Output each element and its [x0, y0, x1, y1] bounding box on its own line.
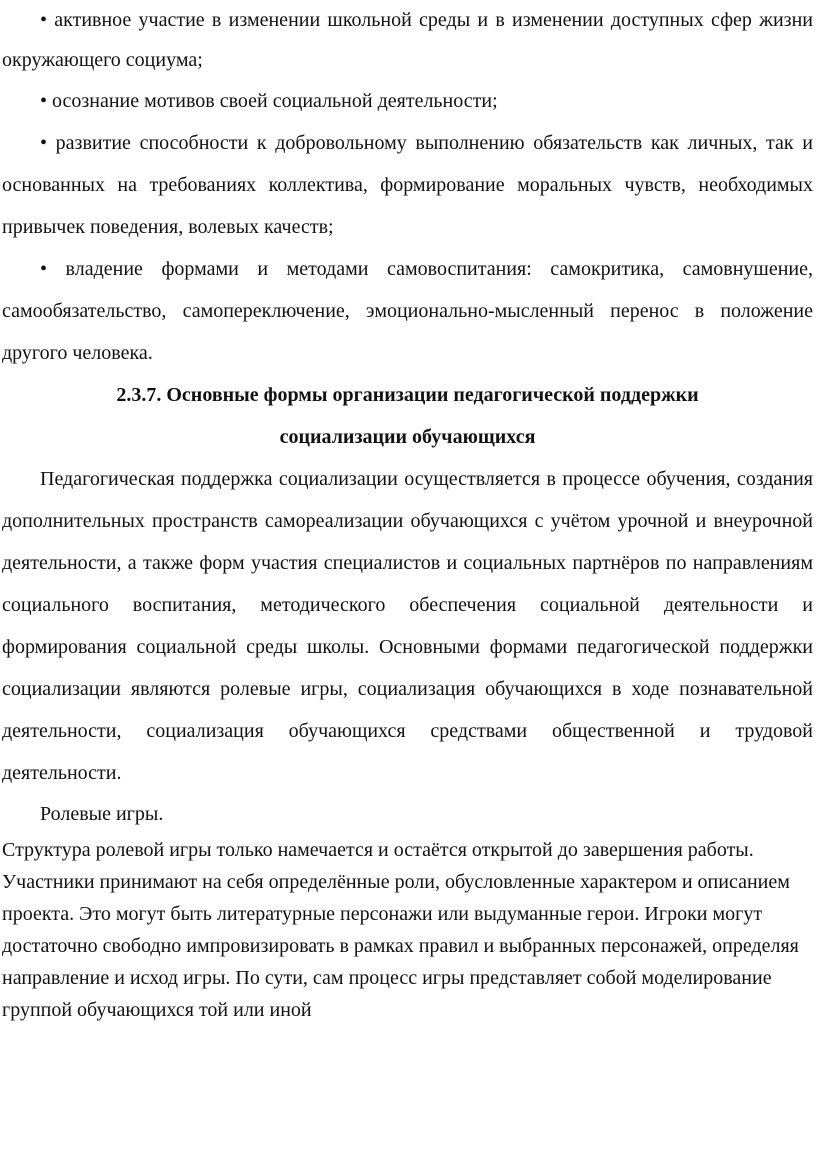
bullet-paragraph: • развитие способности к добровольному выполнению обязательств как личных, так и основанных на требованиях коллектива, формирование моральных чувств, необходимых привычек поведения, волевых качеств; [2, 132, 813, 238]
section-heading-line2: социализации обучающихся [279, 426, 536, 448]
bullet-paragraph: • осознание мотивов своей социальной деятельности; [40, 90, 498, 112]
bullet-paragraph: • владение формами и методами самовоспитания: самокритика, самовнушение, самообязательство, самопереключение, эмоционально-мысленный перенос в положение другого человека. [2, 258, 813, 364]
body-paragraph: Педагогическая поддержка социализации осуществляется в процессе обучения, создания дополнительных пространств самореализации обучающихся с учётом урочной и внеурочной деятельности, а также форм участия специалистов и социальных партнёров по направлениям социального воспитания, методического обеспечения социальной деятельности и формирования социальной среды школы. Основными формами педагогической поддержки социализации являются ролевые игры, социализация обучающихся в ходе познавательной деятельности, социализация обучающихся средствами общественной и трудовой деятельности. [2, 468, 813, 784]
final-paragraph: Структура ролевой игры только намечается и остаётся открытой до завершения работы. Участники принимают на себя определённые роли, обусловленные характером и описанием проекта. Это могут быть литературные персонажи или выдуманные герои. Игроки могут достаточно свободно импровизировать в рамках правил и выбранных персонажей, определяя направление и исход игры. По сути, сам процесс игры представляет собой моделирование группой обучающихся той или иной [2, 839, 799, 1021]
bullet-paragraph: • активное участие в изменении школьной среды и в изменении доступных сфер жизни окружающего социума; [2, 9, 813, 71]
section-heading-line1: 2.3.7. Основные формы организации педагогической поддержки [116, 384, 699, 406]
subheading-roleplay: Ролевые игры. [40, 803, 164, 825]
